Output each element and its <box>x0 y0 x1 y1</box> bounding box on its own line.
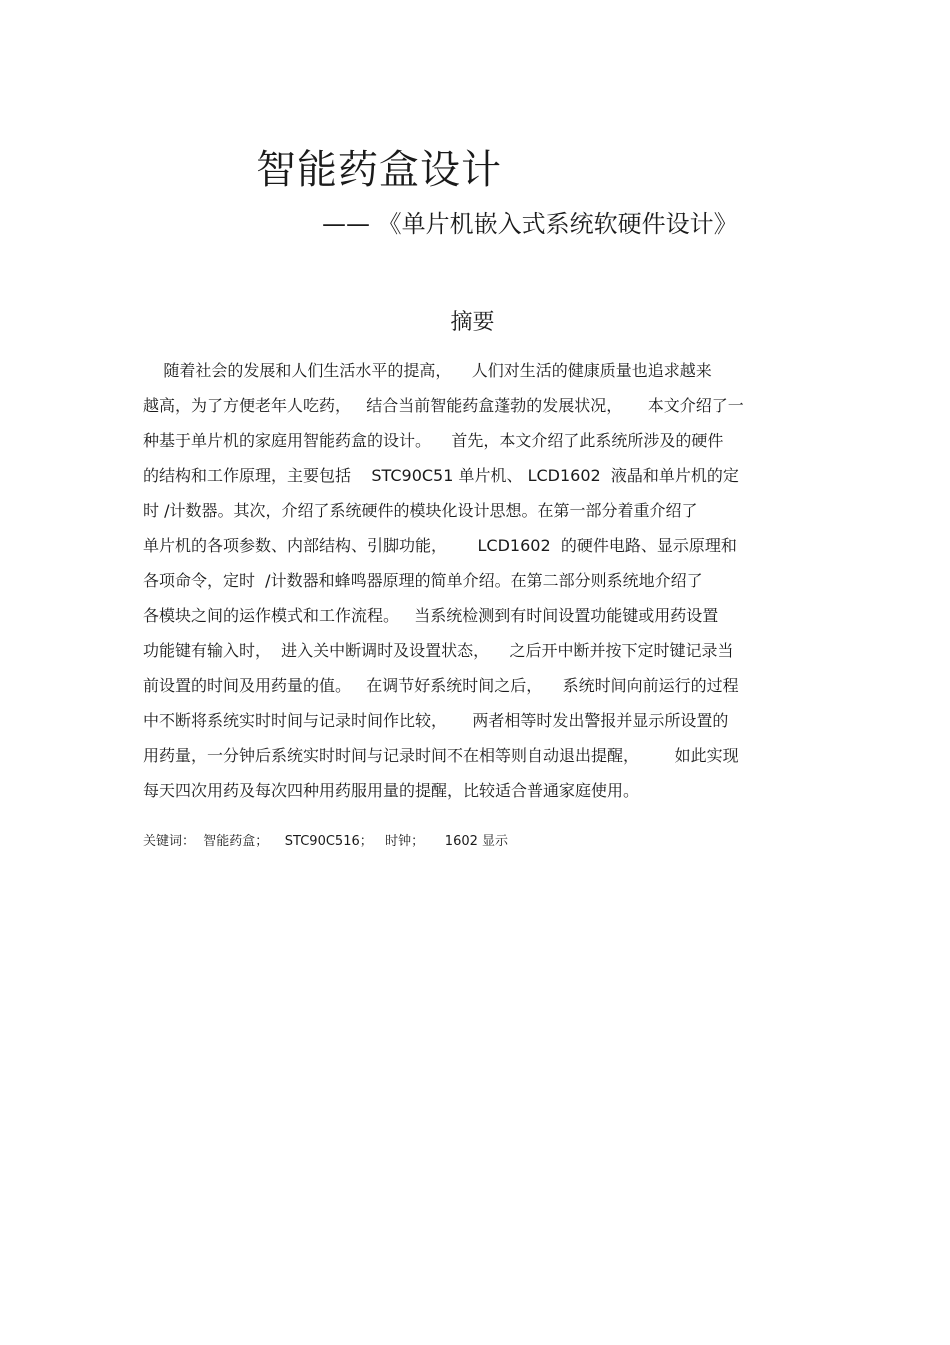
keywords-line: 关键词： 智能药盒； STC90C516； 时钟； 1602 显示 <box>143 834 509 849</box>
abstract-line: 功能键有输入时， 进入关中断调时及设置状态， 之后开中断并按下定时键记录当 <box>143 641 734 660</box>
abstract-line: 各项命令，定时 /计数器和蜂鸣器原理的简单介绍。在第二部分则系统地介绍了 <box>143 571 703 590</box>
abstract-line: 越高，为了方便老年人吃药， 结合当前智能药盒蓬勃的发展状况， 本文介绍了一 <box>143 396 744 415</box>
abstract-line: 每天四次用药及每次四种用药服用量的提醒，比较适合普通家庭使用。 <box>143 781 640 800</box>
abstract-heading: 摘要 <box>450 310 495 335</box>
abstract-body <box>143 353 808 808</box>
abstract-line: 种基于单片机的家庭用智能药盒的设计。 首先，本文介绍了此系统所涉及的硬件 <box>143 431 724 450</box>
document-subtitle: —— 《单片机嵌入式系统软硬件设计》 <box>322 210 738 238</box>
abstract-line: 单片机的各项参数、内部结构、引脚功能， LCD1602 的硬件电路、显示原理和 <box>143 536 737 555</box>
abstract-line: 中不断将系统实时时间与记录时间作比较， 两者相等时发出警报并显示所设置的 <box>143 711 729 730</box>
abstract-line: 各模块之间的运作模式和工作流程。 当系统检测到有时间设置功能键或用药设置 <box>143 606 719 625</box>
abstract-line: 的结构和工作原理，主要包括 STC90C51 单片机、 LCD1602 液晶和单片机的定 <box>143 466 739 485</box>
document-title: 智能药盒设计 <box>256 147 502 193</box>
abstract-line: 用药量，一分钟后系统实时时间与记录时间不在相等则自动退出提醒， 如此实现 <box>143 746 739 765</box>
abstract-line: 随着社会的发展和人们生活水平的提高， 人们对生活的健康质量也追求越来 <box>143 361 712 380</box>
abstract-line: 时 /计数器。其次，介绍了系统硬件的模块化设计思想。在第一部分着重介绍了 <box>143 501 698 520</box>
abstract-line: 前设置的时间及用药量的值。 在调节好系统时间之后， 系统时间向前运行的过程 <box>143 676 739 695</box>
